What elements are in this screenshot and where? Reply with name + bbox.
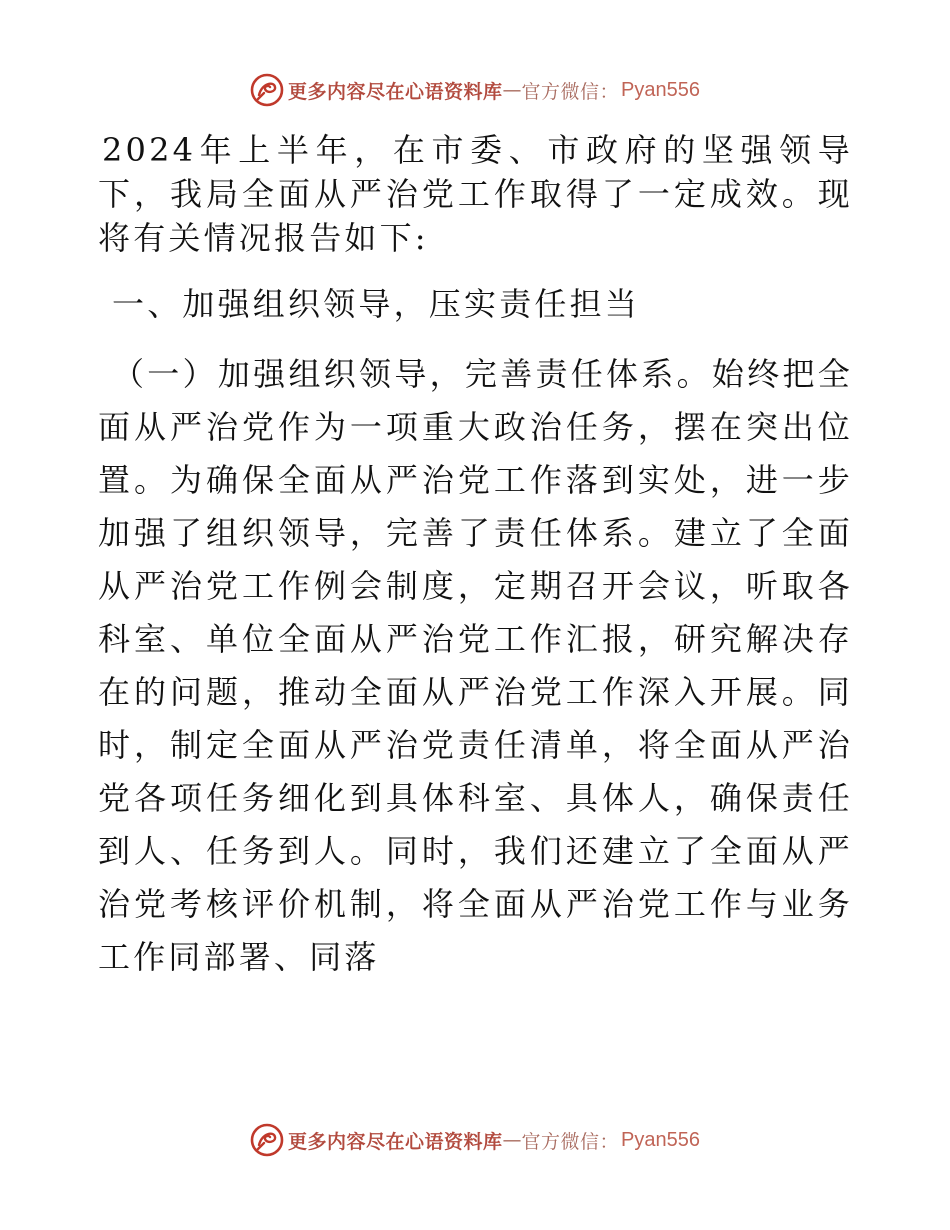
body-paragraph: （一）加强组织领导，完善责任体系。始终把全面从严治党作为一项重大政治任务，摆在突出位置。为确保全面从严治党工作落到实处，进一步加强了组织领导，完善了责任体系。建立了全面从严治党工作例会制度，定期召开会议，听取各科室、单位全面从严治党工作汇报，研究解决存在的问题，推动全面从严治党工作深入开展。同时，制定全面从严治党责任清单，将全面从严治党各项任务细化到具体科室、具体人，确保责任到人、任务到人。同时，我们还建立了全面从严治党考核评价机制，将全面从严治党工作与业务工作同部署、同落 <box>98 355 853 976</box>
header-watermark-banner <box>0 70 950 110</box>
footer-watermark-banner <box>0 1120 950 1160</box>
red-swirl-logo-icon <box>250 1123 284 1157</box>
banner-separator: — <box>502 1129 522 1151</box>
document-body <box>98 128 853 984</box>
banner-wechat-id: Pyan556 <box>621 78 700 101</box>
banner-site-text: 更多内容尽在心语资料库 <box>288 1130 503 1153</box>
banner-wechat-label: 官方微信： <box>521 80 620 103</box>
intro-paragraph: 2024年上半年，在市委、市政府的坚强领导下，我局全面从严治党工作取得了一定成效。现将有关情况报告如下: <box>98 131 853 257</box>
banner-site-text: 更多内容尽在心语资料库 <box>288 80 503 103</box>
red-swirl-logo-icon <box>250 73 284 107</box>
banner-wechat-label: 官方微信： <box>521 1130 620 1153</box>
banner-separator: — <box>502 79 522 101</box>
banner-wechat-id: Pyan556 <box>621 1128 700 1151</box>
section-heading: 一、加强组织领导，压实责任担当 <box>112 285 641 323</box>
